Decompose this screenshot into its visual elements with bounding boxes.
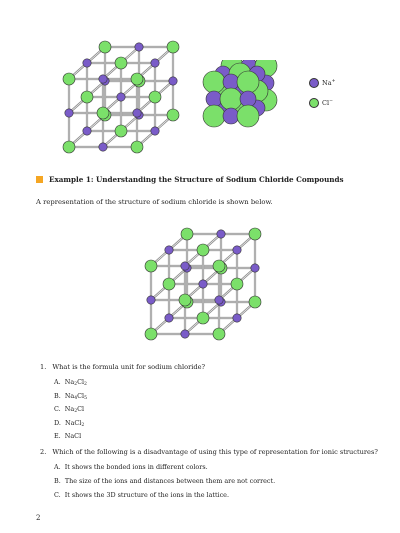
- option-letter: A.: [54, 378, 61, 386]
- sodium-ion: [233, 314, 241, 322]
- question-2-text: Which of the following is a disadvantage of using this type of representation for ionic structures?: [52, 448, 378, 456]
- sodium-ion: [199, 280, 207, 288]
- chloride-ion: [131, 141, 143, 153]
- option-formula: NaCl: [64, 432, 82, 441]
- chloride-ion: [197, 312, 209, 324]
- option-letter: B.: [54, 477, 61, 485]
- chloride-ion: [131, 73, 143, 85]
- chloride-ion: [149, 91, 161, 103]
- chloride-ion: [115, 125, 127, 137]
- chloride-ion: [213, 260, 225, 272]
- option-text: It shows the bonded ions in different colors.: [64, 463, 208, 471]
- question-1-option[interactable]: [54, 378, 87, 387]
- question-2-number: 2.: [40, 448, 47, 456]
- option-letter: D.: [54, 418, 61, 427]
- sodium-ion: [147, 296, 155, 304]
- question-1: [40, 363, 205, 371]
- chloride-sphere: [203, 105, 225, 127]
- sodium-ion: [181, 262, 189, 270]
- legend-sodium: [309, 78, 335, 88]
- option-letter: B.: [54, 391, 61, 400]
- sodium-sphere: [223, 108, 239, 124]
- sodium-ion: [215, 296, 223, 304]
- sodium-ion: [181, 330, 189, 338]
- legend-chloride-label: Cl−: [322, 99, 333, 107]
- sodium-ion: [165, 314, 173, 322]
- option-formula: NaCl$_2$: [65, 418, 85, 428]
- intro-text: A representation of the structure of sodium chloride is shown below.: [36, 198, 273, 206]
- space-filling-model: [200, 60, 290, 140]
- chloride-ion: [213, 328, 225, 340]
- chloride-ion: [167, 41, 179, 53]
- chloride-ion: [97, 107, 109, 119]
- question-1-option[interactable]: [54, 432, 81, 441]
- chloride-ion: [63, 141, 75, 153]
- sodium-ion: [169, 77, 177, 85]
- option-formula: $Na_2Cl_2$: [64, 378, 87, 387]
- sodium-ion: [217, 230, 225, 238]
- heading-marker-icon: [36, 176, 43, 183]
- chloride-sphere: [220, 88, 242, 110]
- sodium-sphere: [206, 91, 222, 107]
- sodium-ion: [135, 43, 143, 51]
- option-formula: $Na_4Cl_5$: [64, 391, 88, 401]
- question-1-text: What is the formula unit for sodium chloride?: [52, 363, 206, 371]
- question-2-option[interactable]: [54, 477, 275, 485]
- option-letter: A.: [54, 463, 61, 471]
- option-letter: C.: [54, 491, 61, 499]
- chloride-ion: [115, 57, 127, 69]
- sodium-sphere: [240, 91, 256, 107]
- sodium-ion: [251, 264, 259, 272]
- chloride-sphere: [237, 105, 259, 127]
- sodium-ion: [83, 127, 91, 135]
- question-2-option[interactable]: [54, 463, 208, 471]
- sodium-ion: [233, 246, 241, 254]
- chloride-ion: [249, 296, 261, 308]
- chloride-ion: [167, 109, 179, 121]
- sodium-ion: [65, 109, 73, 117]
- sodium-sphere: [223, 74, 239, 90]
- sodium-ion: [165, 246, 173, 254]
- sodium-ion: [133, 109, 141, 117]
- chloride-ion: [231, 278, 243, 290]
- chloride-sphere: [237, 71, 259, 93]
- chloride-ion: [249, 228, 261, 240]
- chloride-sphere: [203, 71, 225, 93]
- chloride-ion: [181, 228, 193, 240]
- question-1-option[interactable]: [54, 405, 84, 414]
- legend-sodium-label: Na+: [322, 79, 336, 87]
- chloride-ion: [145, 328, 157, 340]
- sodium-ion: [117, 93, 125, 101]
- lattice-ball-stick-middle: [137, 222, 267, 352]
- sodium-ion: [151, 59, 159, 67]
- chloride-ion: [63, 73, 75, 85]
- sodium-ion: [99, 75, 107, 83]
- question-1-option[interactable]: [54, 392, 87, 401]
- option-formula: $Na_2Cl$: [64, 405, 85, 415]
- option-text: The size of the ions and distances between them are not correct.: [64, 477, 276, 485]
- example-heading: [36, 175, 344, 184]
- example-heading-text: Example 1: Understanding the Structure of Sodium Chloride Compounds: [49, 175, 344, 184]
- lattice-ball-stick-top: [55, 35, 185, 165]
- question-1-option[interactable]: [54, 419, 84, 428]
- chloride-ion: [81, 91, 93, 103]
- chloride-ion: [99, 41, 111, 53]
- question-2: [40, 448, 378, 456]
- sodium-ion: [83, 59, 91, 67]
- sodium-ion-icon: [309, 78, 319, 88]
- option-text: It shows the 3D structure of the ions in the lattice.: [64, 491, 229, 499]
- question-1-number: 1.: [40, 363, 47, 371]
- question-2-option[interactable]: [54, 491, 229, 499]
- chloride-ion: [197, 244, 209, 256]
- sodium-ion: [151, 127, 159, 135]
- legend-chloride: [309, 98, 333, 108]
- option-letter: C.: [54, 405, 61, 414]
- chloride-ion: [179, 294, 191, 306]
- option-letter: E.: [54, 432, 61, 441]
- chloride-ion: [145, 260, 157, 272]
- chloride-ion-icon: [309, 98, 319, 108]
- chloride-ion: [163, 278, 175, 290]
- page-number: 2: [36, 514, 41, 522]
- sodium-ion: [99, 143, 107, 151]
